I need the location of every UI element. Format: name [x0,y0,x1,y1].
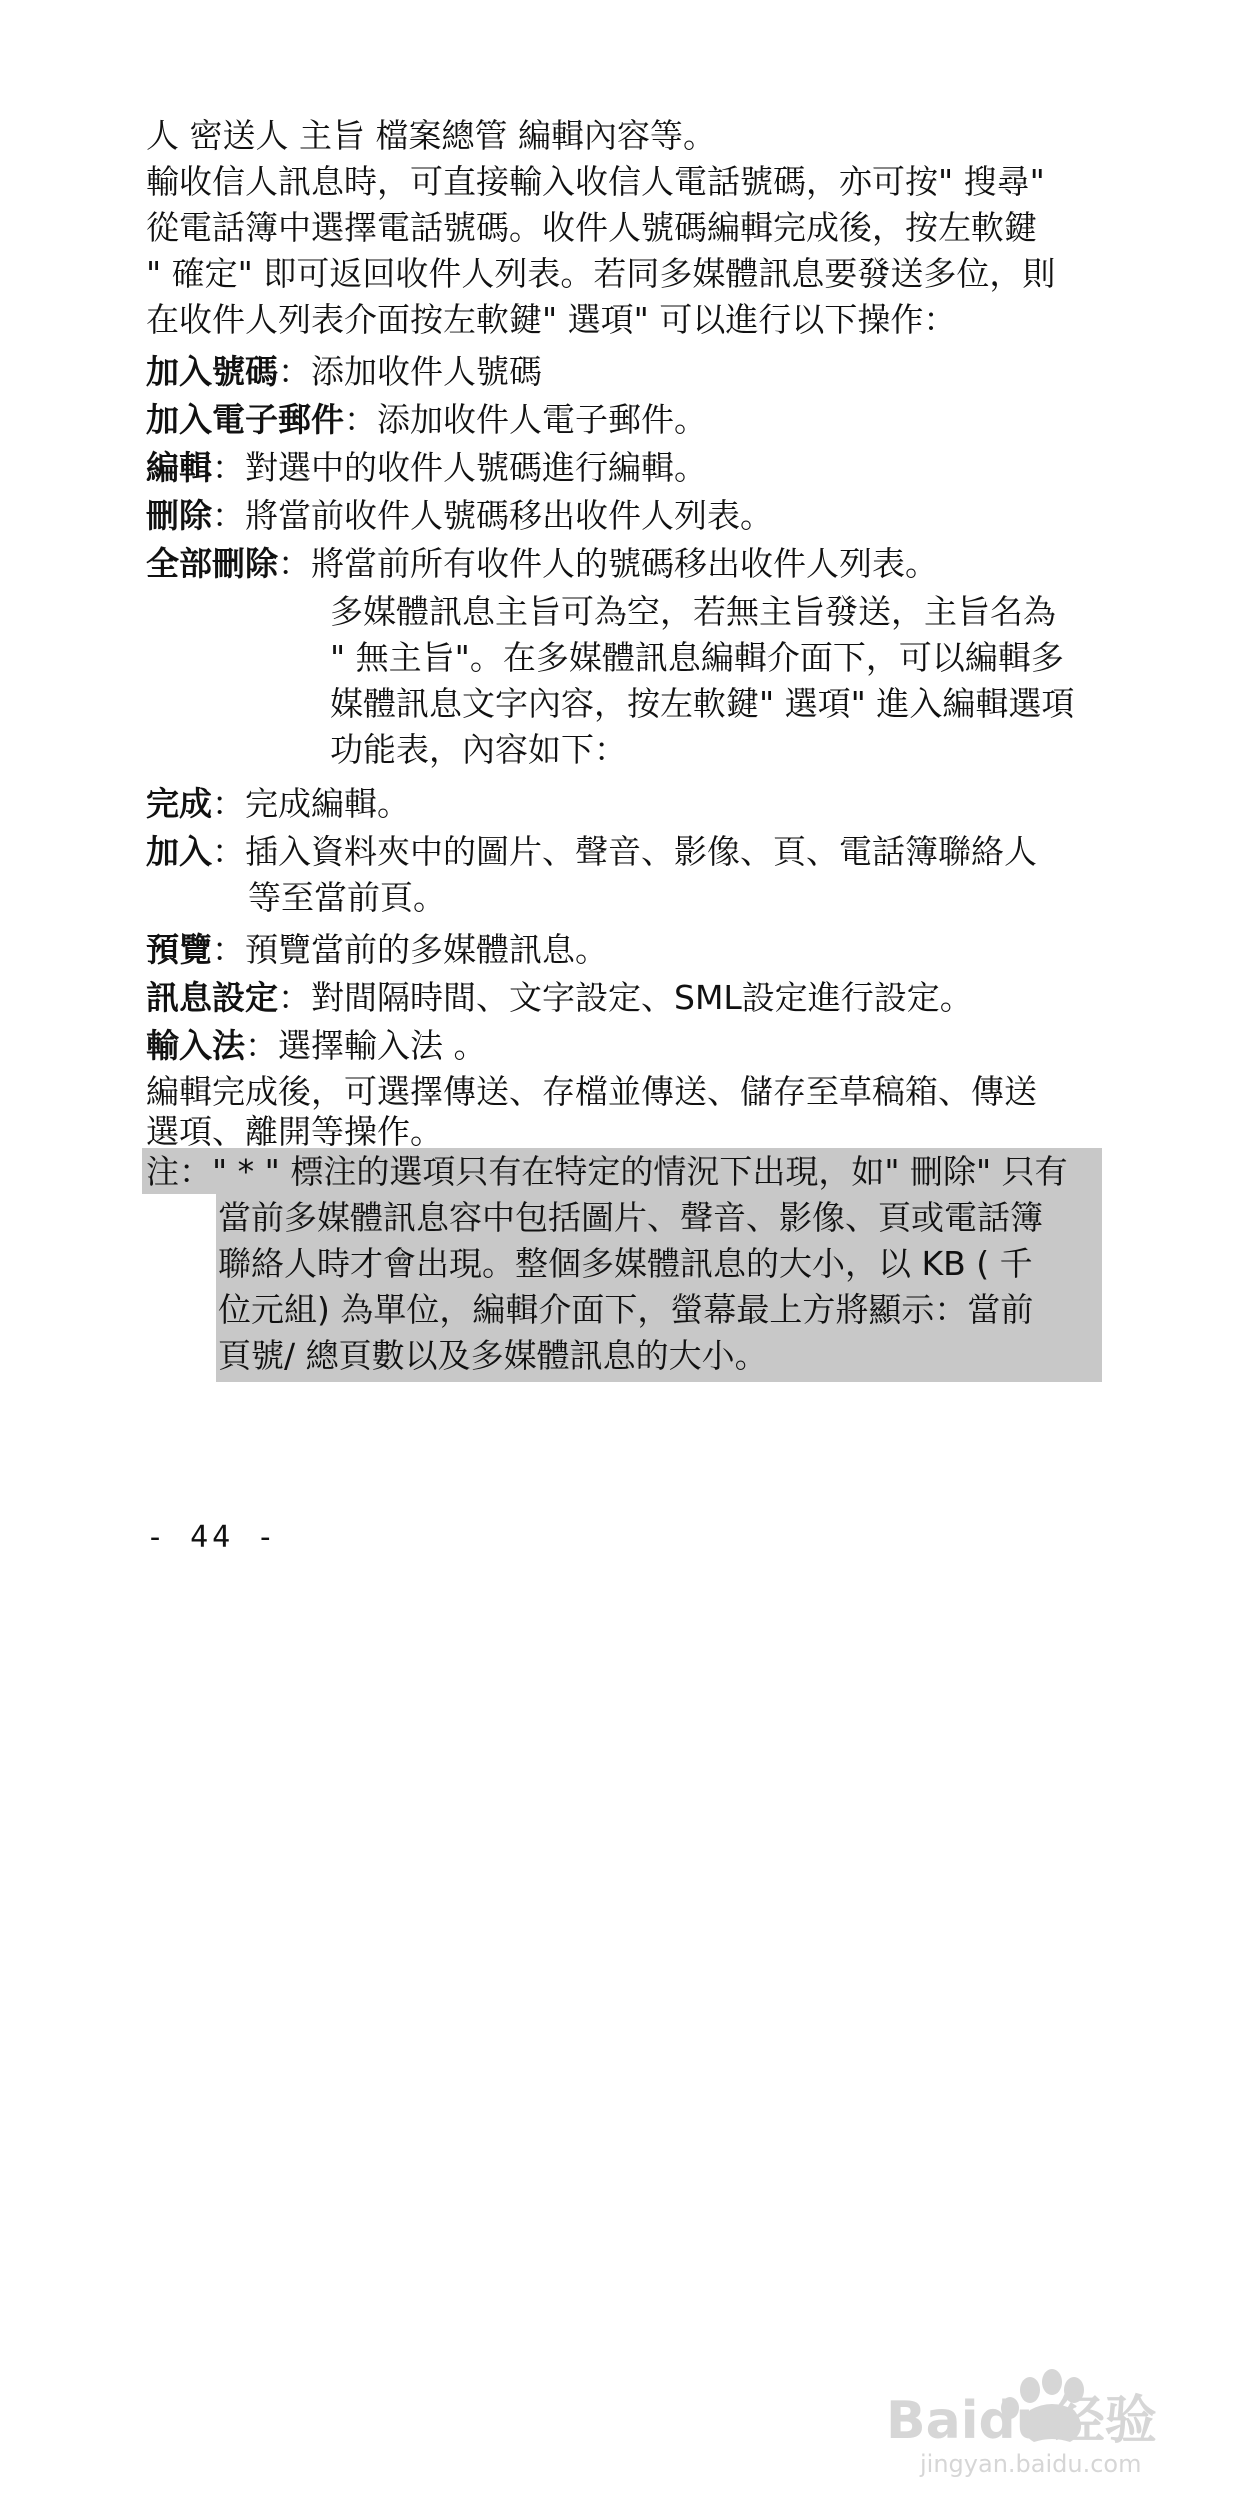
text-line: 編輯完成後，可選擇傳送、存檔並傳送、儲存至草稿箱、傳送 [146,1072,1037,1111]
text-line: " 無主旨"。在多媒體訊息編輯介面下，可以編輯多 [330,638,1064,677]
menu-item-add-number: 加入號碼：添加收件人號碼 [146,352,542,391]
term-label: 編輯 [146,448,212,487]
baidu-watermark [880,2360,1220,2480]
menu-item-input-method: 輸入法：選擇輸入法 。 [146,1026,487,1065]
note-line: 頁號/ 總頁數以及多媒體訊息的大小。 [218,1336,768,1375]
baidu-logo-icon [880,2360,1220,2480]
watermark-url: jingyan.baidu.com [920,2450,1142,2478]
term-label: 輸入法 [146,1026,245,1065]
menu-item-delete-all: 全部刪除：將當前所有收件人的號碼移出收件人列表。 [146,544,938,583]
page-number: - 44 - [146,1520,279,1555]
text-line: 人 密送人 主旨 檔案總管 編輯內容等。 [146,116,716,155]
term-label: 訊息設定 [146,978,278,1017]
term-label: 完成 [146,784,212,823]
menu-item-preview: 預覽：預覽當前的多媒體訊息。 [146,930,608,969]
text-line: 選項、離開等操作。 [146,1112,443,1151]
watermark-brand: Baidu经验 [886,2391,1157,2451]
text-line: 功能表，內容如下： [330,730,627,769]
text-line: 輸收信人訊息時，可直接輸入收信人電話號碼，亦可按" 搜尋" [146,162,1045,201]
menu-item-edit: 編輯：對選中的收件人號碼進行編輯。 [146,448,707,487]
menu-item-done: 完成：完成編輯。 [146,784,410,823]
note-line: 聯絡人時才會出現。整個多媒體訊息的大小，以 KB ( 千 [218,1244,1033,1283]
text-line: 從電話簿中選擇電話號碼。收件人號碼編輯完成後，按左軟鍵 [146,208,1037,247]
term-label: 預覽 [146,930,212,969]
note-line: 當前多媒體訊息容中包括圖片、聲音、影像、頁或電話簿 [218,1198,1043,1237]
note-line: 位元組) 為單位，編輯介面下，螢幕最上方將顯示：當前 [218,1290,1034,1329]
text-line: 多媒體訊息主旨可為空，若無主旨發送，主旨名為 [330,592,1056,631]
menu-item-insert: 加入：插入資料夾中的圖片、聲音、影像、頁、電話簿聯絡人 [146,832,1037,871]
note-line: 注：" * " 標注的選項只有在特定的情況下出現，如" 刪除" 只有 [146,1152,1068,1191]
menu-item-message-settings: 訊息設定：對間隔時間、文字設定、SML設定進行設定。 [146,978,973,1017]
term-label: 全部刪除 [146,544,278,583]
text-line: " 確定" 即可返回收件人列表。若同多媒體訊息要發送多位，則 [146,254,1056,293]
term-label: 加入號碼 [146,352,278,391]
term-label: 加入 [146,832,212,871]
text-line: 在收件人列表介面按左軟鍵" 選項" 可以進行以下操作： [146,300,957,339]
menu-item-delete: 刪除：將當前收件人號碼移出收件人列表。 [146,496,773,535]
text-line: 等至當前頁。 [248,878,446,917]
term-label: 刪除 [146,496,212,535]
text-line: 媒體訊息文字內容，按左軟鍵" 選項" 進入編輯選項 [330,684,1075,723]
menu-item-add-email: 加入電子郵件：添加收件人電子郵件。 [146,400,707,439]
term-label: 加入電子郵件 [146,400,344,439]
